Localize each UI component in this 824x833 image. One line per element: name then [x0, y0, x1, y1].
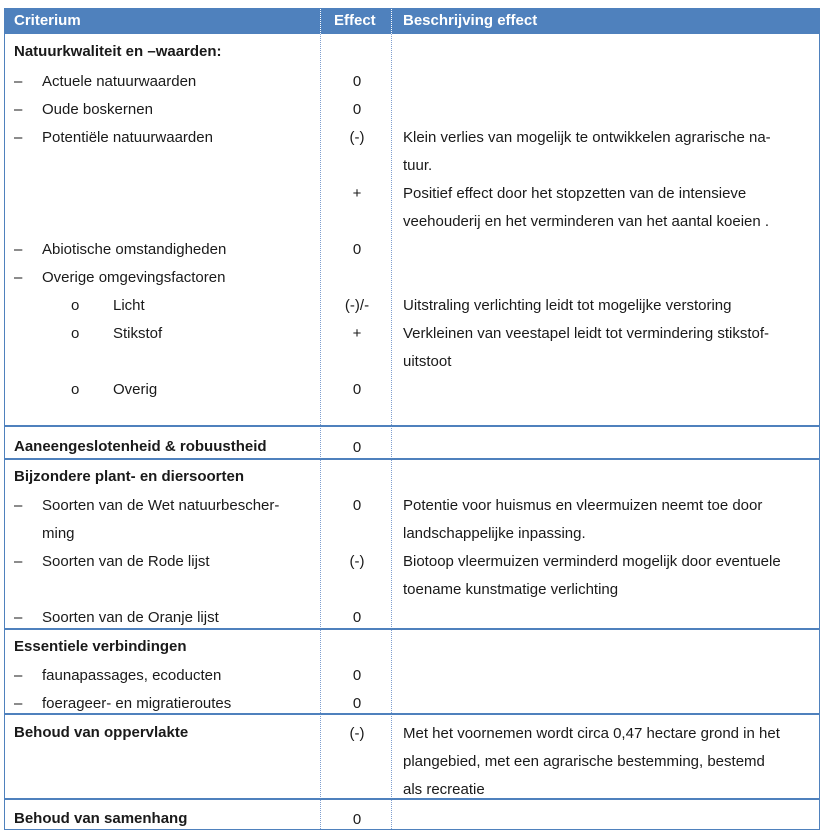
row-effect: (-) [349, 553, 365, 570]
header-divider [320, 9, 321, 34]
row-label: faunapassages, ecoducten [42, 667, 222, 684]
header-divider [391, 9, 392, 34]
row-label: Abiotische omstandigheden [42, 241, 227, 258]
section-divider [5, 628, 819, 630]
header-beschrijving: Beschrijving effect [403, 12, 538, 29]
dash-marker: – [14, 497, 23, 514]
bullet-marker: o [71, 325, 80, 342]
bullet-marker: o [71, 381, 80, 398]
section-divider [5, 798, 819, 800]
row-label: Stikstof [113, 325, 163, 342]
row-label: ming [42, 525, 75, 542]
row-effect: 0 [352, 667, 362, 684]
row-label: Soorten van de Oranje lijst [42, 609, 219, 626]
row-effect: 0 [352, 497, 362, 514]
row-label: foerageer- en migratieroutes [42, 695, 232, 712]
row-description: Klein verlies van mogelijk te ontwikkelen agrarische na- [403, 129, 771, 146]
row-label: Potentiële natuurwaarden [42, 129, 213, 146]
header-effect: Effect [334, 12, 376, 29]
dash-marker: – [14, 101, 23, 118]
row-effect: + [352, 325, 362, 342]
section-divider [5, 713, 819, 715]
dash-marker: – [14, 667, 23, 684]
row-description: tuur. [403, 157, 433, 174]
row-description: Verkleinen van veestapel leidt tot vermindering stikstof- [403, 325, 770, 342]
row-effect: 0 [352, 73, 362, 90]
dash-marker: – [14, 73, 23, 90]
row-description: plangebied, met een agrarische bestemming, bestemd [403, 753, 765, 770]
table-header [5, 9, 819, 34]
row-description: landschappelijke inpassing. [403, 525, 586, 542]
section-title-oppervlakte: Behoud van oppervlakte [14, 724, 189, 741]
row-effect: (-) [349, 725, 365, 742]
row-description: Uitstraling verlichting leidt tot mogelijke verstoring [403, 297, 732, 314]
row-label: Actuele natuurwaarden [42, 73, 197, 90]
row-description: als recreatie [403, 781, 485, 798]
section-title-bijzonder: Bijzondere plant- en diersoorten [14, 468, 245, 485]
dash-marker: – [14, 129, 23, 146]
dash-marker: – [14, 695, 23, 712]
dash-marker: – [14, 553, 23, 570]
row-description: veehouderij en het verminderen van het aantal koeien . [403, 213, 770, 230]
row-effect: 0 [352, 381, 362, 398]
row-description: Met het voornemen wordt circa 0,47 hectare grond in het [403, 725, 780, 742]
row-description: toename kunstmatige verlichting [403, 581, 619, 598]
dash-marker: – [14, 269, 23, 286]
row-description: Positief effect door het stopzetten van de intensieve [403, 185, 747, 202]
dash-marker: – [14, 609, 23, 626]
row-label: Oude boskernen [42, 101, 153, 118]
row-description: Biotoop vleermuizen verminderd mogelijk door eventuele [403, 553, 781, 570]
row-label: Soorten van de Wet natuurbescher- [42, 497, 280, 514]
row-description: uitstoot [403, 353, 452, 370]
section-title-verbind: Essentiele verbindingen [14, 638, 187, 655]
dash-marker: – [14, 241, 23, 258]
row-effect: + [352, 185, 362, 202]
row-effect: 0 [352, 695, 362, 712]
row-effect: (-)/- [344, 297, 370, 314]
section-divider [5, 458, 819, 460]
section-title-samenhang: Behoud van samenhang [14, 810, 188, 827]
section-title-natuur: Natuurkwaliteit en –waarden: [14, 43, 222, 60]
row-effect: (-) [349, 129, 365, 146]
row-effect: 0 [352, 811, 362, 828]
section-divider [5, 425, 819, 427]
header-criterium: Criterium [14, 12, 81, 29]
effects-table [4, 8, 820, 830]
row-effect: 0 [352, 439, 362, 456]
row-label: Overige omgevingsfactoren [42, 269, 226, 286]
row-label: Soorten van de Rode lijst [42, 553, 210, 570]
bullet-marker: o [71, 297, 80, 314]
row-effect: 0 [352, 101, 362, 118]
section-title-aaneen: Aaneengeslotenheid & robuustheid [14, 438, 267, 455]
row-description: Potentie voor huismus en vleermuizen neemt toe door [403, 497, 763, 514]
row-label: Licht [113, 297, 145, 314]
row-label: Overig [113, 381, 158, 398]
row-effect: 0 [352, 241, 362, 258]
row-effect: 0 [352, 609, 362, 626]
